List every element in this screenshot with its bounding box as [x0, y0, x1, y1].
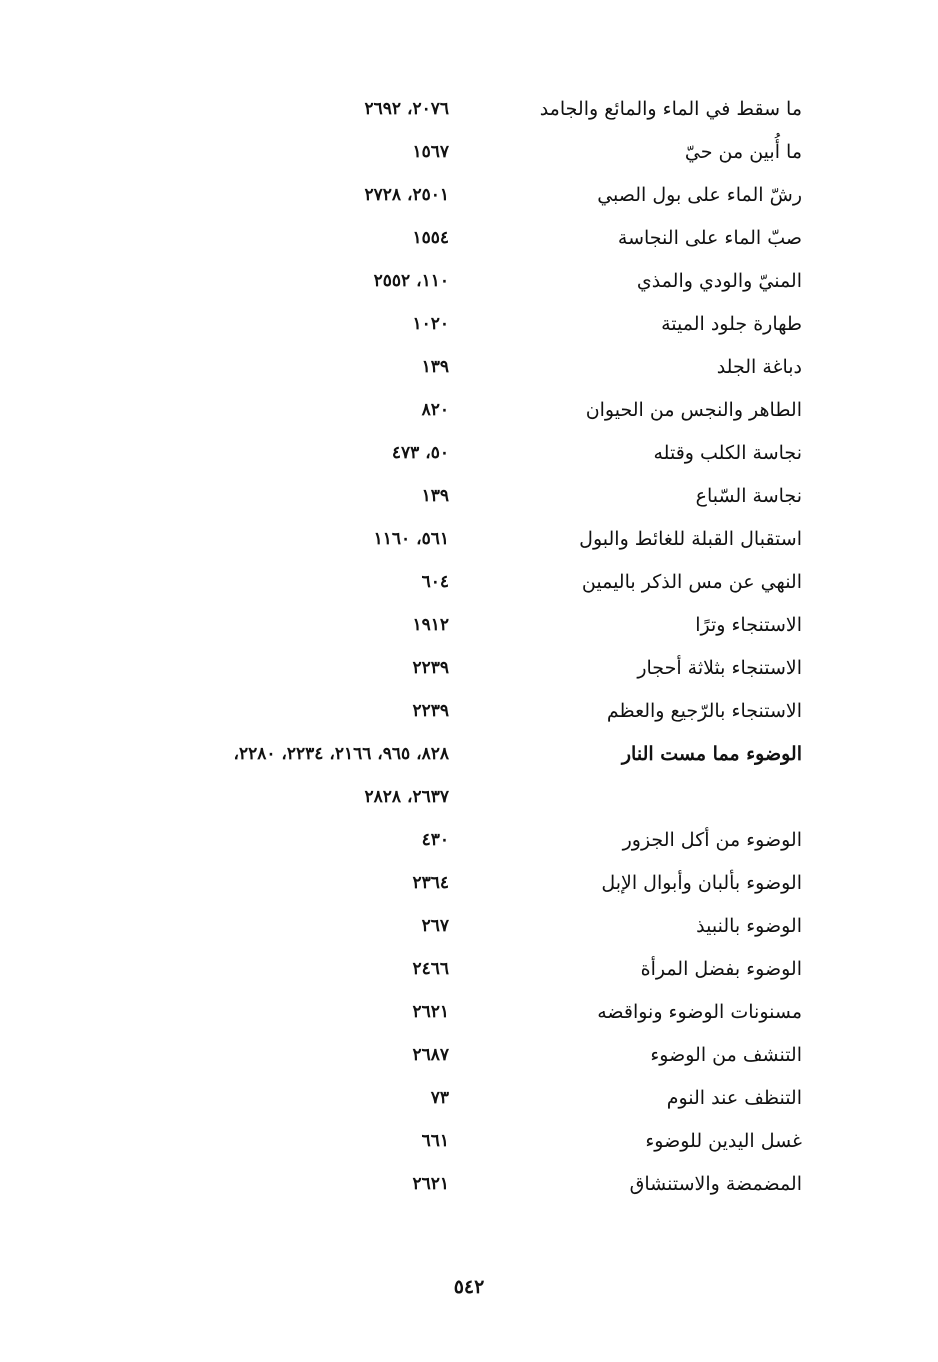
entry-topic: غسل اليدين للوضوء: [645, 1130, 802, 1152]
entry-topic: الوضوء بفضل المرأة: [640, 958, 802, 980]
index-entry-row: [0, 647, 938, 690]
index-entry-row: [0, 88, 938, 131]
index-entry-row: [0, 561, 938, 604]
index-entry-row: [0, 174, 938, 217]
index-entry-row: [0, 432, 938, 475]
entry-topic: نجاسة السّباع: [695, 485, 802, 507]
entry-references: ١٣٩: [421, 486, 449, 506]
entry-topic: دباغة الجلد: [716, 356, 802, 378]
index-list: [0, 88, 938, 1206]
entry-references: ٢٦٧: [421, 916, 449, 936]
entry-references: ٨٢٠: [421, 400, 449, 420]
entry-references: ١٠٢٠: [412, 314, 449, 334]
entry-topic: ما أُبين من حيّ: [684, 141, 802, 163]
entry-references: ٢٦٢١: [412, 1174, 449, 1194]
index-entry-row: [0, 1163, 938, 1206]
index-entry-row: [0, 518, 938, 561]
entry-topic: مسنونات الوضوء ونواقضه: [597, 1001, 802, 1023]
entry-references: ٨٢٨، ٩٦٥، ٢١٦٦، ٢٢٣٤، ٢٢٨٠،: [233, 744, 449, 764]
entry-topic: الوضوء مما مست النار: [621, 743, 802, 765]
entry-topic: رشّ الماء على بول الصبي: [597, 184, 802, 206]
entry-topic: طهارة جلود الميتة: [661, 313, 802, 335]
entry-references: ٢٦٢١: [412, 1002, 449, 1022]
entry-references: ١٥٦٧: [412, 142, 449, 162]
index-entry-row: [0, 1077, 938, 1120]
index-entry-row: [0, 905, 938, 948]
entry-references: ١٥٥٤: [412, 228, 449, 248]
index-entry-row: [0, 690, 938, 733]
entry-topic: الاستنجاء بثلاثة أحجار: [637, 657, 802, 679]
entry-references: ٢٦٨٧: [412, 1045, 449, 1065]
entry-references: ٦٠٤: [421, 572, 449, 592]
entry-topic: نجاسة الكلب وقتله: [653, 442, 802, 464]
entry-topic: استقبال القبلة للغائط والبول: [579, 528, 802, 550]
index-entry-row: [0, 475, 938, 518]
index-entry-row: [0, 303, 938, 346]
index-entry-row: [0, 733, 938, 776]
index-entry-row: [0, 131, 938, 174]
index-entry-row: [0, 604, 938, 647]
index-entry-row: [0, 948, 938, 991]
index-entry-row: [0, 389, 938, 432]
entry-references: ٢٢٣٩: [412, 658, 449, 678]
entry-references: ١١٠، ٢٥٥٢: [373, 271, 449, 291]
entry-topic: المضمضة والاستنشاق: [629, 1173, 802, 1195]
entry-topic: الطاهر والنجس من الحيوان: [585, 399, 802, 421]
entry-topic: الاستنجاء بالرّجيع والعظم: [606, 700, 802, 722]
index-entry-row: [0, 260, 938, 303]
entry-topic: الاستنجاء وترًا: [695, 614, 802, 636]
index-entry-row: [0, 346, 938, 389]
entry-topic: الوضوء من أكل الجزور: [622, 829, 802, 851]
entry-references: ٢٣٦٤: [412, 873, 449, 893]
entry-topic: الوضوء بالنبيذ: [696, 915, 802, 937]
index-entry-row: [0, 991, 938, 1034]
entry-topic: التنظف عند النوم: [666, 1087, 802, 1109]
entry-references: ٥٠، ٤٧٣: [391, 443, 449, 463]
entry-references: ٢٦٣٧، ٢٨٢٨: [364, 787, 449, 807]
index-entry-row: [0, 1120, 938, 1163]
index-entry-row: [0, 862, 938, 905]
entry-references: ١٩١٢: [412, 615, 449, 635]
entry-topic: صبّ الماء على النجاسة: [617, 227, 802, 249]
index-entry-row: [0, 1034, 938, 1077]
index-entry-row: [0, 819, 938, 862]
index-entry-row: [0, 217, 938, 260]
entry-references: ٤٣٠: [421, 830, 449, 850]
entry-references: ٥٦١، ١١٦٠: [373, 529, 449, 549]
entry-references: ٢٤٦٦: [412, 959, 449, 979]
page-number: ٥٤٢: [453, 1276, 485, 1298]
entry-topic: الوضوء بألبان وأبوال الإبل: [601, 872, 802, 894]
entry-references: ٦٦١: [421, 1131, 449, 1151]
entry-topic: التنشف من الوضوء: [650, 1044, 802, 1066]
entry-references: ٧٣: [430, 1088, 449, 1108]
entry-references: ٢٠٧٦، ٢٦٩٢: [364, 99, 449, 119]
entry-topic: النهي عن مس الذكر باليمين: [581, 571, 802, 593]
entry-references: ٢٥٠١، ٢٧٢٨: [364, 185, 449, 205]
entry-topic: المنيّ والودي والمذي: [636, 270, 802, 292]
index-entry-row: [0, 776, 938, 819]
entry-references: ٢٢٣٩: [412, 701, 449, 721]
entry-references: ١٣٩: [421, 357, 449, 377]
entry-topic: ما سقط في الماء والمائع والجامد: [539, 98, 802, 120]
